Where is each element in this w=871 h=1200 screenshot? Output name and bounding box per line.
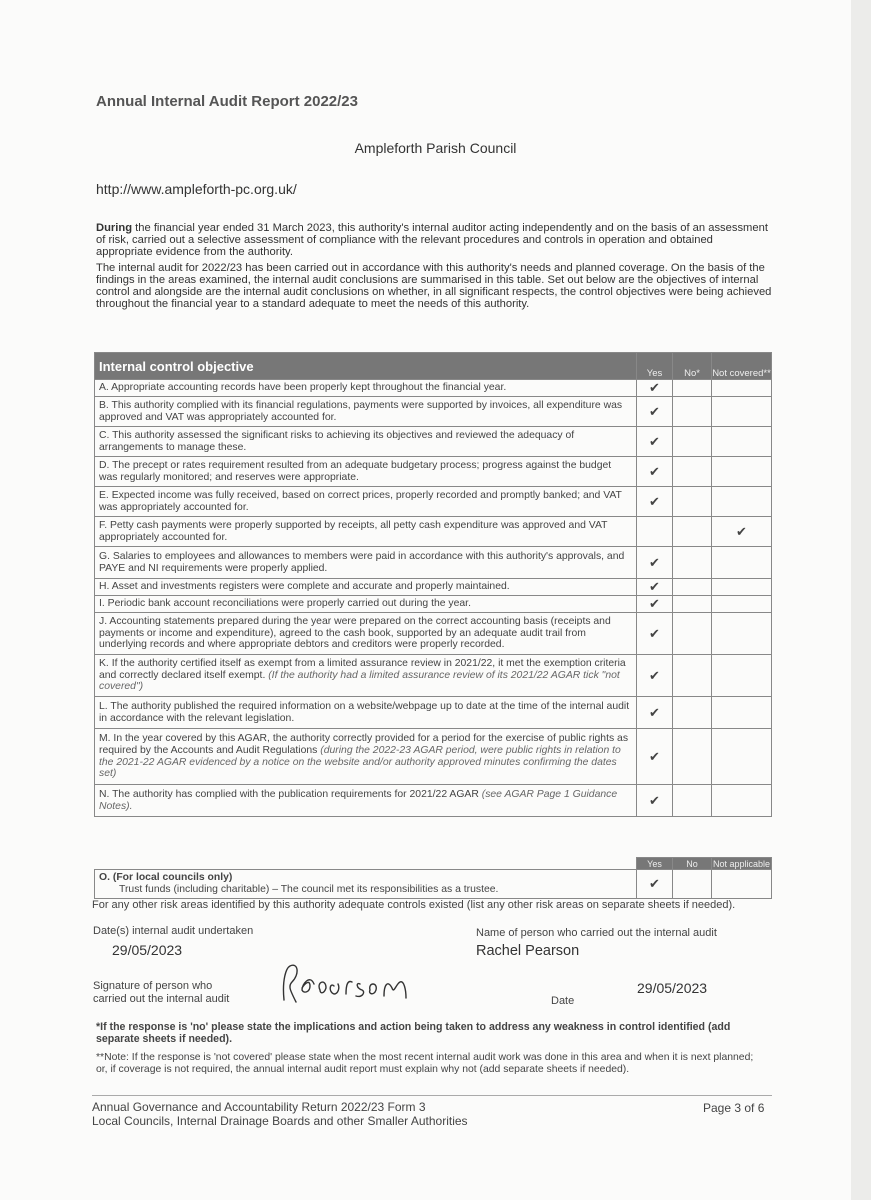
- yes-checkbox[interactable]: ✔: [637, 697, 673, 729]
- table-row: [95, 547, 772, 579]
- header-yes: Yes: [637, 353, 673, 380]
- row-o: [95, 870, 772, 899]
- not-covered-checkbox[interactable]: [712, 487, 772, 517]
- objective-statement: M. In the year covered by this AGAR, the authority correctly provided for a period for the exercise of public rights as required by the Accounts and Audit Regulations: [99, 733, 629, 756]
- council-website: http://www.ampleforth-pc.org.uk/: [96, 181, 297, 197]
- objective-statement: I. Periodic bank account reconciliations were properly carried out during the year.: [99, 598, 471, 610]
- not-covered-checkbox[interactable]: [712, 729, 772, 785]
- footer-divider: [92, 1095, 772, 1096]
- not-covered-checkbox[interactable]: [712, 596, 772, 613]
- header-objective: Internal control objective: [95, 353, 637, 380]
- table-row: [95, 613, 772, 655]
- intro-p1-text: the financial year ended 31 March 2023, this authority's internal auditor acting independently and on the basis of an assessment of risk, carried out a selective assessment of compliance with the relevant procedures and controls in operation and obtained appropriate evidence from the authority.: [96, 222, 768, 258]
- table-row: [95, 517, 772, 547]
- table-row: [95, 380, 772, 397]
- yes-checkbox[interactable]: ✔: [637, 380, 673, 397]
- yes-checkbox[interactable]: ✔: [637, 547, 673, 579]
- row-o-text: [95, 870, 637, 899]
- objective-text: [95, 487, 637, 517]
- row-o-table: [94, 857, 772, 899]
- yes-checkbox[interactable]: [637, 517, 673, 547]
- internal-control-table: [94, 352, 772, 817]
- signature-label: [93, 980, 229, 1006]
- table-header-row: [95, 353, 772, 380]
- no-checkbox[interactable]: [673, 697, 712, 729]
- yes-checkbox[interactable]: ✔: [637, 729, 673, 785]
- table-row: [95, 655, 772, 697]
- not-covered-checkbox[interactable]: [712, 397, 772, 427]
- footer: [92, 1100, 468, 1128]
- objective-text: [95, 579, 637, 596]
- objective-text: [95, 697, 637, 729]
- no-checkbox[interactable]: [673, 457, 712, 487]
- dates-label: Date(s) internal audit undertaken: [93, 925, 254, 937]
- not-covered-checkbox[interactable]: [712, 457, 772, 487]
- intro-paragraph-1: [96, 222, 772, 258]
- objective-statement: L. The authority published the required information on a website/webpage up to date at the time of the internal audit in accordance with the relevant legislation.: [99, 700, 630, 724]
- date-value: 29/05/2023: [637, 980, 708, 996]
- auditor-name-value: Rachel Pearson: [476, 943, 580, 959]
- not-covered-checkbox[interactable]: ✔: [712, 517, 772, 547]
- no-checkbox[interactable]: [673, 380, 712, 397]
- report-title: Annual Internal Audit Report 2022/23: [96, 93, 358, 110]
- table-row: [95, 427, 772, 457]
- not-covered-checkbox[interactable]: [712, 579, 772, 596]
- objective-text: [95, 596, 637, 613]
- objective-statement: B. This authority complied with its financial regulations, payments were supported by invoices, all expenditure was approved and VAT was appropriately accounted for.: [99, 399, 623, 423]
- yes-checkbox[interactable]: ✔: [637, 487, 673, 517]
- objective-statement: N. The authority has complied with the publication requirements for 2021/22 AGAR: [99, 788, 482, 800]
- yes-checkbox[interactable]: ✔: [637, 457, 673, 487]
- objective-text: [95, 397, 637, 427]
- table-row: [95, 457, 772, 487]
- page-number: Page 3 of 6: [703, 1101, 765, 1115]
- objective-text: [95, 427, 637, 457]
- signature-label-line-1: Signature of person who: [93, 980, 213, 992]
- row-o-na-checkbox[interactable]: [712, 870, 772, 899]
- yes-checkbox[interactable]: ✔: [637, 613, 673, 655]
- objective-text: [95, 655, 637, 697]
- table-row: [95, 785, 772, 817]
- objective-statement: K. If the authority certified itself as exempt from a limited assurance review in 2021/22, it met the exemption criteria and correctly declared itself exempt.: [99, 658, 626, 681]
- no-checkbox[interactable]: [673, 729, 712, 785]
- no-checkbox[interactable]: [673, 579, 712, 596]
- no-checkbox[interactable]: [673, 785, 712, 817]
- yes-checkbox[interactable]: ✔: [637, 427, 673, 457]
- row-o-header-na: Not applicable: [712, 858, 771, 869]
- objective-text: [95, 729, 637, 785]
- other-risk-areas: For any other risk areas identified by this authority adequate controls existed (list any other risk areas on separate sheets if needed).: [92, 899, 736, 911]
- yes-checkbox[interactable]: ✔: [637, 397, 673, 427]
- objective-text: [95, 785, 637, 817]
- no-checkbox[interactable]: [673, 487, 712, 517]
- objective-statement: J. Accounting statements prepared during the year were prepared on the correct accounting basis (receipts and payments or income and expenditure), agreed to the cash book, supported by an adequate audit trail from underlying records and where appropriate debtors and creditors were properly recorded.: [99, 616, 611, 651]
- not-covered-checkbox[interactable]: [712, 655, 772, 697]
- row-o-description: Trust funds (including charitable) – The council met its responsibilities as a trustee.: [119, 884, 499, 895]
- objective-statement: F. Petty cash payments were properly supported by receipts, all petty cash expenditure was approved and VAT appropriately accounted for.: [99, 519, 608, 543]
- intro-lead: During: [96, 222, 133, 234]
- objective-guidance-note: (see AGAR Page 1 Guidance Notes).: [99, 788, 618, 812]
- objective-guidance-note: (during the 2022-23 AGAR period, were public rights in relation to the 2021-22 AGAR evidenced by a notice on the website and/or authority approved minutes confirming the dates set): [99, 744, 621, 780]
- row-o-no-checkbox[interactable]: [673, 870, 712, 899]
- no-checkbox[interactable]: [673, 596, 712, 613]
- objective-statement: D. The precept or rates requirement resulted from an adequate budgetary process; progress against the budget was regularly monitored; and reserves were appropriate.: [99, 459, 612, 483]
- scan-edge: [851, 0, 871, 1200]
- row-o-title: O. (For local councils only): [99, 872, 233, 883]
- table-row: [95, 487, 772, 517]
- not-covered-checkbox[interactable]: [712, 380, 772, 397]
- objective-text: [95, 457, 637, 487]
- objective-statement: C. This authority assessed the significant risks to achieving its objectives and reviewed the adequacy of arrangements to manage these.: [99, 429, 575, 453]
- no-checkbox[interactable]: [673, 517, 712, 547]
- row-o-header-yes: Yes: [637, 858, 673, 870]
- no-checkbox[interactable]: [673, 397, 712, 427]
- objective-statement: A. Appropriate accounting records have been properly kept throughout the financial year.: [99, 382, 507, 394]
- not-covered-checkbox[interactable]: [712, 785, 772, 817]
- signature-label-line-2: carried out the internal audit: [93, 993, 230, 1005]
- footer-line-2: Local Councils, Internal Drainage Boards and other Smaller Authorities: [92, 1114, 468, 1128]
- auditor-signature: [276, 960, 426, 1010]
- yes-checkbox[interactable]: ✔: [637, 655, 673, 697]
- table-row: [95, 579, 772, 596]
- objective-text: [95, 547, 637, 579]
- objective-text: [95, 517, 637, 547]
- dates-value: 29/05/2023: [112, 942, 183, 958]
- no-checkbox[interactable]: [673, 427, 712, 457]
- footer-line-1: Annual Governance and Accountability Return 2022/23 Form 3: [92, 1100, 426, 1114]
- table-row: [95, 596, 772, 613]
- yes-checkbox[interactable]: ✔: [637, 785, 673, 817]
- note-response-not-covered: **Note: If the response is 'not covered' please state when the most recent internal audit work was done in this area and when it is next planned; or, if coverage is not required, the annual internal audit report must explain why not (add separate sheets if needed).: [96, 1052, 754, 1075]
- not-covered-checkbox[interactable]: [712, 547, 772, 579]
- header-no: No*: [673, 353, 712, 380]
- row-o-yes-checkbox[interactable]: ✔: [637, 870, 673, 899]
- table-row: [95, 697, 772, 729]
- no-checkbox[interactable]: [673, 613, 712, 655]
- not-covered-checkbox[interactable]: [712, 427, 772, 457]
- intro-paragraph-2: The internal audit for 2022/23 has been carried out in accordance with this authority's needs and planned coverage. On the basis of the findings in the areas examined, the internal audit conclusions are summarised in this table. Set out below are the objectives of internal control and alongside are the internal audit conclusions on whether, in all significant respects, the control objectives were being achieved throughout the financial year to a standard adequate to meet the needs of this authority.: [96, 262, 772, 310]
- objective-statement: H. Asset and investments registers were complete and accurate and properly maintained.: [99, 581, 510, 593]
- auditor-name-label: Name of person who carried out the internal audit: [476, 927, 717, 939]
- table-row: [95, 397, 772, 427]
- row-o-header: [95, 858, 772, 870]
- no-checkbox[interactable]: [673, 547, 712, 579]
- yes-checkbox[interactable]: ✔: [637, 579, 673, 596]
- yes-checkbox[interactable]: ✔: [637, 596, 673, 613]
- objective-statement: G. Salaries to employees and allowances to members were paid in accordance with this authority's approvals, and PAYE and NI requirements were properly applied.: [99, 550, 625, 574]
- not-covered-checkbox[interactable]: [712, 613, 772, 655]
- row-o-header-no: No: [673, 858, 712, 870]
- header-not-covered: Not covered**: [712, 353, 772, 380]
- table-row: [95, 729, 772, 785]
- intro-text: [96, 222, 772, 314]
- note-response-no: *If the response is 'no' please state the implications and action being taken to address any weakness in control identified (add separate sheets if needed).: [96, 1021, 731, 1045]
- objective-text: [95, 380, 637, 397]
- no-checkbox[interactable]: [673, 655, 712, 697]
- objective-guidance-note: (If the authority had a limited assurance review of its 2021/22 AGAR tick "not covered"): [99, 669, 620, 693]
- date-label: Date: [551, 995, 575, 1007]
- objective-statement: E. Expected income was fully received, based on correct prices, properly recorded and promptly banked; and VAT was appropriately accounted for.: [99, 489, 622, 513]
- objective-text: [95, 613, 637, 655]
- not-covered-checkbox[interactable]: [712, 697, 772, 729]
- council-name: Ampleforth Parish Council: [354, 140, 517, 156]
